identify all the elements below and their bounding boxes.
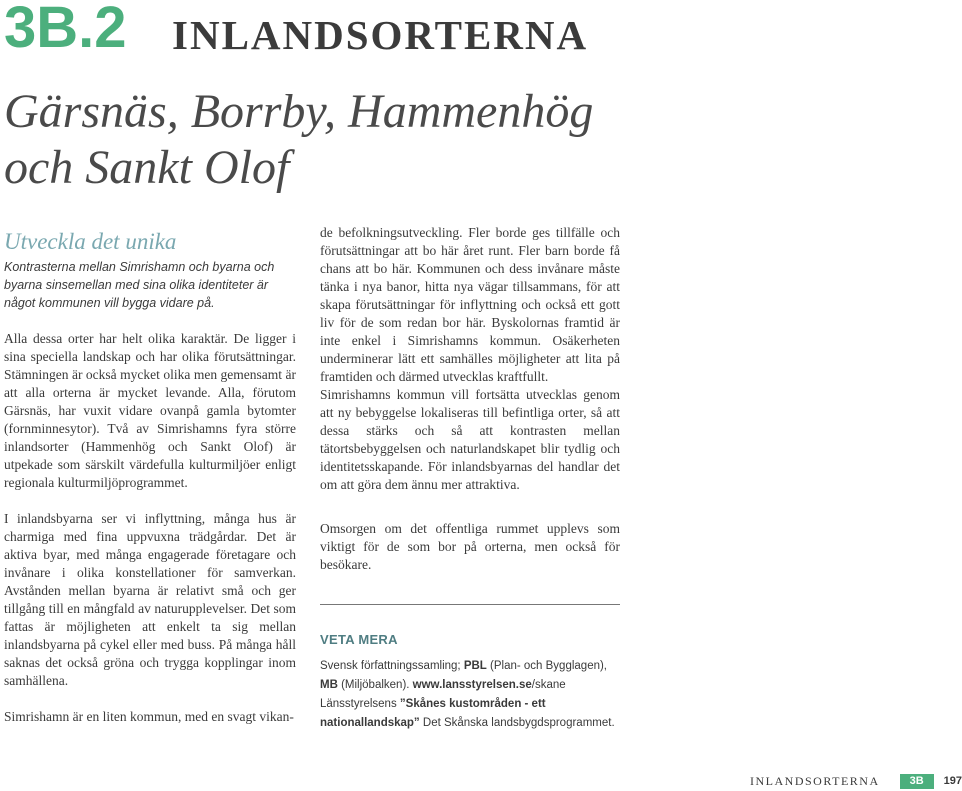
page-number: 197 bbox=[943, 775, 962, 787]
aside-paragraph-1: Svensk författningssamling; PBL (Plan- och Bygglagen), MB (Miljöbalken). www.lansstyrelsen.se/skane bbox=[320, 660, 608, 691]
chapter-title: INLANDSORTERNA bbox=[172, 12, 589, 58]
footer-label: INLANDSORTERNA bbox=[750, 773, 880, 788]
page-title-line-2: och Sankt Olof bbox=[4, 141, 290, 194]
section-heading: Utveckla det unika bbox=[4, 229, 177, 254]
page-title-line-1: Gärsnäs, Borrby, Hammenhög bbox=[4, 85, 594, 138]
lead-paragraph: Kontrasterna mellan Simrishamn och byarna och byarna sinsemellan med sina olika identiteter är något kommunen vill bygga vidare på. bbox=[4, 260, 275, 310]
body-paragraph-5: Simrishamns kommun vill fortsätta utvecklas genom att ny bebyggelse lokaliseras till befintliga orter, så att dessa stärks och så att kontrasten mellan tätortsbebyggelsen och naturlandskapet blir tydlig och identitetsskapande. För inlandsbyarnas del handlar det om att göra dem ännu mer attraktiva. bbox=[320, 387, 620, 492]
body-paragraph-4: de befolkningsutveckling. Fler borde ges tillfälle och förutsättningar att bo här året runt. Fler barn borde få chans att bo här. Kommunen och dess invånare måste tänka i nya banor, hitta nya vägar tillsammans, för att skapa förutsättningar för inflyttning och också ett gott liv för de som redan bor här. Byskolornas framtid är inte enkel i Simrishamns kommun. Osäkerheten underminerar lätt ett samhälles möjligheter att lita på framtiden och därmed utvecklas kraftfullt. bbox=[320, 225, 620, 384]
section-badge: 3B bbox=[900, 774, 934, 789]
right-column bbox=[320, 224, 620, 733]
aside-heading: VETA MERA bbox=[320, 632, 398, 647]
aside-paragraph-2: Länsstyrelsens ”Skånes kustområden - ett nationallandskap” Det Skånska landsbygdsprogrammet. bbox=[320, 698, 615, 729]
left-column bbox=[4, 228, 296, 726]
chapter-number: 3B.2 bbox=[4, 0, 127, 60]
body-paragraph-3: Simrishamn är en liten kommun, med en svagt vikan- bbox=[4, 709, 294, 724]
page-footer bbox=[750, 772, 962, 790]
body-paragraph-1: Alla dessa orter har helt olika karaktär. De ligger i sina speciella landskap och har olika förutsättningar. Stämningen är också mycket olika men gemensamt är att alla orterna är mycket levande. Alla, förutom Gärsnäs, har vuxit vidare ovanpå gamla bytomter (fornminnesytor). Två av Simrishamns fyra större inlandsorter (Hammenhög och Sankt Olof) är utpekade som särskilt värdefulla kulturmiljöer enligt regionala kulturmiljöprogrammet. bbox=[4, 331, 296, 490]
divider bbox=[320, 604, 620, 605]
page-title bbox=[4, 84, 704, 196]
lansstyrelsen-link[interactable]: www.lansstyrelsen.se bbox=[412, 679, 532, 691]
body-paragraph-6: Omsorgen om det offentliga rummet upplevs som viktigt för de som bor på orterna, men också för besökare. bbox=[320, 521, 620, 572]
body-paragraph-2: I inlandsbyarna ser vi inflyttning, många hus är charmiga med fina uppvuxna trädgårdar. Det är aktiva byar, med många engagerade företagare och invånare i olika konstellationer för samverkan. Avstånden mellan byarna är relativt små och ger tillgång till en mångfald av naturupplevelser. Det som fattas är möjligheten att enkelt ta sig mellan inlandsbyarna på cykel eller med buss. På många håll saknas det också gröna och trygga kopplingar inom samhällena. bbox=[4, 511, 296, 688]
